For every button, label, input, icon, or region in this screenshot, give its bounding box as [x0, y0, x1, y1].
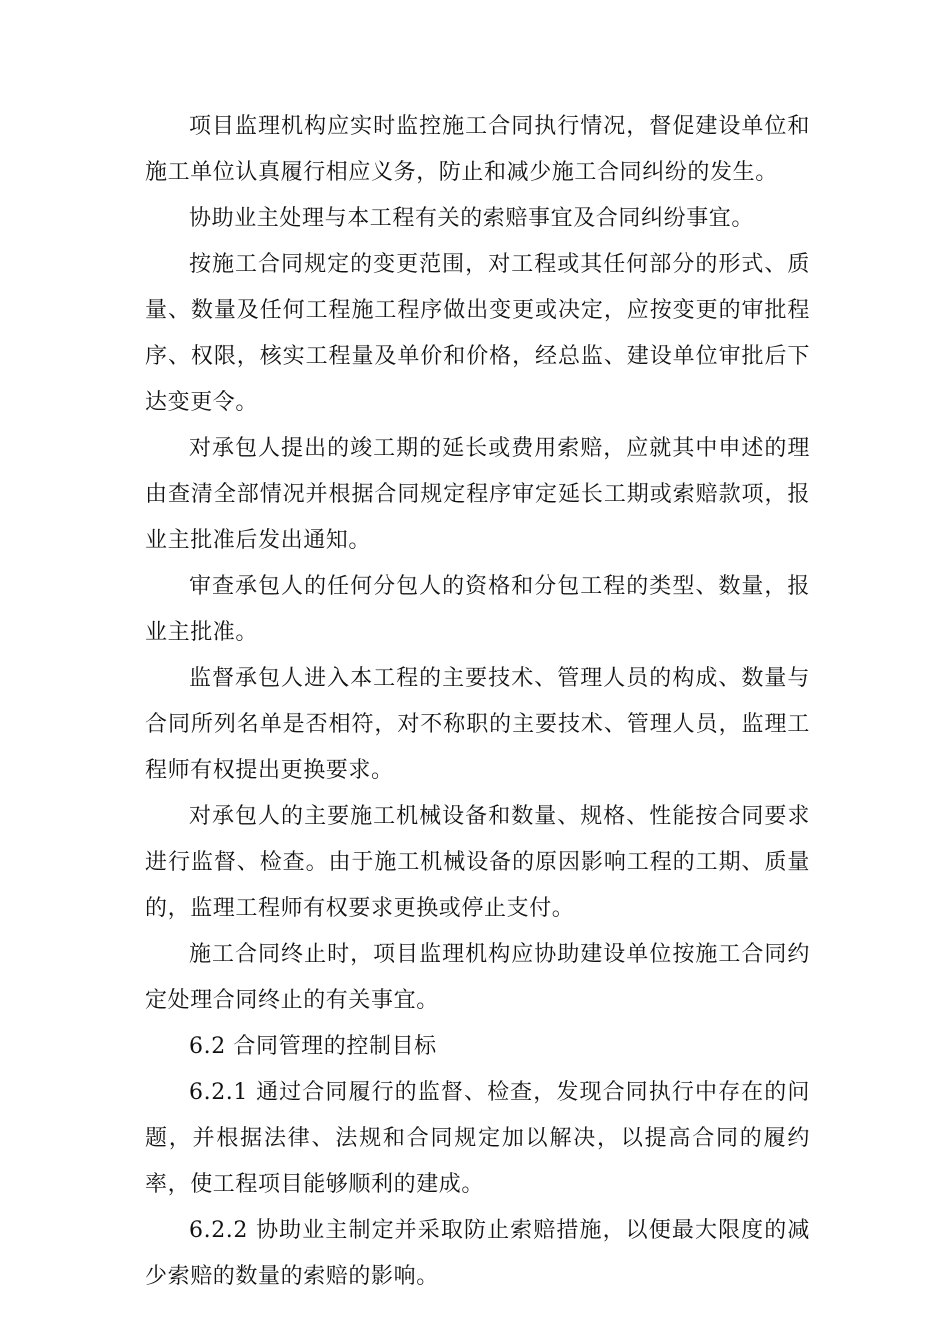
- paragraph-contract-termination: 施工合同终止时，项目监理机构应协助建设单位按施工合同约定处理合同终止的有关事宜。: [145, 942, 810, 1013]
- paragraph-6-2-2: 6.2.2 协助业主制定并采取防止索赔措施，以便最大限度的减少索赔的数量的索赔的影响。: [145, 1218, 810, 1289]
- section-heading-6-2: 6.2 合同管理的控制目标: [189, 1034, 437, 1059]
- paragraph-extension-claims: 对承包人提出的竣工期的延长或费用索赔，应就其中申述的理由查清全部情况并根据合同规定程序审定延长工期或索赔款项，报业主批准后发出通知。: [145, 436, 810, 553]
- paragraph-equipment-supervision: 对承包人的主要施工机械设备和数量、规格、性能按合同要求进行监督、检查。由于施工机械设备的原因影响工程的工期、质量的，监理工程师有权要求更换或停止支付。: [145, 804, 810, 921]
- paragraph-6-2-1: 6.2.1 通过合同履行的监督、检查，发现合同执行中存在的问题，并根据法律、法规和合同规定加以解决，以提高合同的履约率，使工程项目能够顺利的建成。: [145, 1080, 810, 1197]
- paragraph-contract-monitoring: 项目监理机构应实时监控施工合同执行情况，督促建设单位和施工单位认真履行相应义务，防止和减少施工合同纠纷的发生。: [145, 114, 810, 185]
- paragraph-personnel-supervision: 监督承包人进入本工程的主要技术、管理人员的构成、数量与合同所列名单是否相符，对不称职的主要技术、管理人员，监理工程师有权提出更换要求。: [145, 666, 810, 783]
- document-body: [145, 104, 810, 1300]
- paragraph-subcontractor-review: 审查承包人的任何分包人的资格和分包工程的类型、数量，报业主批准。: [145, 574, 810, 645]
- paragraph-claims-assistance: 协助业主处理与本工程有关的索赔事宜及合同纠纷事宜。: [189, 206, 755, 231]
- paragraph-change-orders: 按施工合同规定的变更范围，对工程或其任何部分的形式、质量、数量及任何工程施工程序做出变更或决定，应按变更的审批程序、权限，核实工程量及单价和价格，经总监、建设单位审批后下达变更令。: [145, 252, 810, 415]
